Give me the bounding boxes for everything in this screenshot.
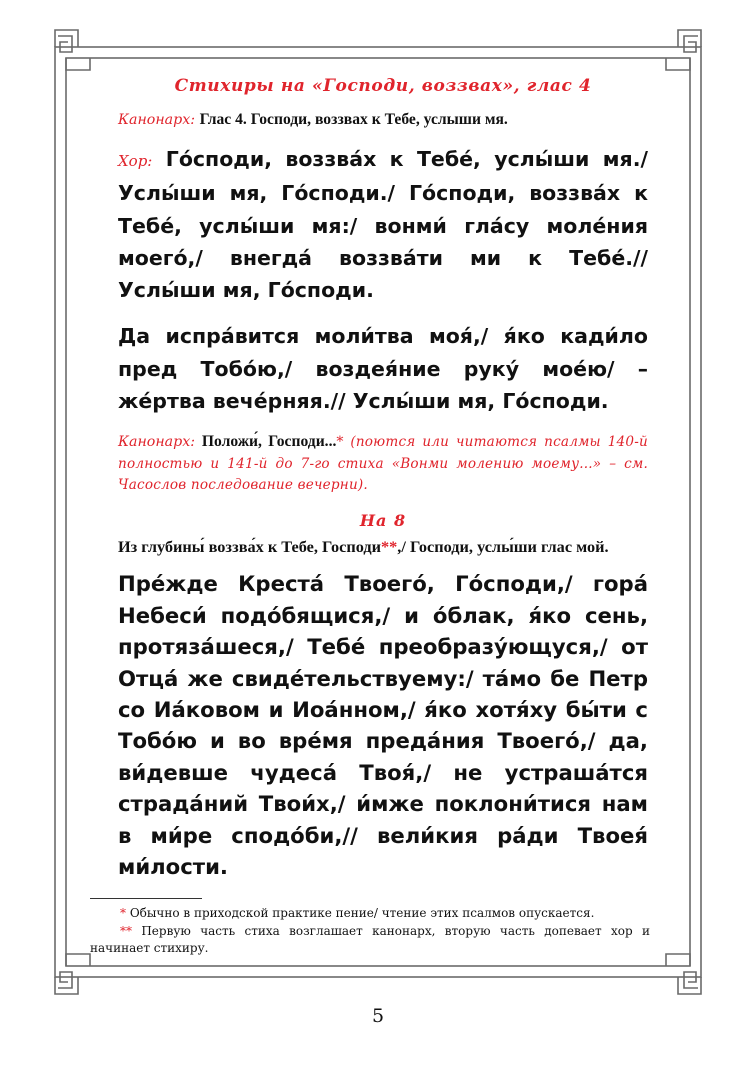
footnote-1 — [90, 905, 650, 923]
prayer-verse: Да испра́вится моли́тва моя́,/ я́ко кади́ло пред Тобо́ю,/ воздея́ние руку́ мое́ю/ – же́ртва вече́рняя.// Услы́ши мя, Го́споди. — [118, 324, 648, 414]
page-content — [118, 76, 648, 882]
rubric-label: Канонарх: — [118, 434, 195, 451]
sticheron-text: Пре́жде Креста́ Твоего́, Го́споди,/ гора́ Небеси́ подо́бящися,/ и о́блак, я́ко сень, протяза́шеся,/ Тебе́ преобразу́ющуся,/ от Отца́ же свиде́тельствуему:/ та́мо бе Петр со Иа́ковом и Иоа́нном,/ я́ко хотя́ху бы́ти с Тобо́ю и во вре́мя преда́ния Твоего́,/ да, ви́девше чудеса́ Твоя́,/ не устраша́тся страда́ний Твои́х,/ и́мже поклони́тися нам в ми́ре сподо́би,// вели́кия ра́ди Твоея́ ми́лости. — [118, 571, 648, 880]
choir-verse — [118, 143, 648, 306]
footnote-divider — [90, 898, 202, 899]
footnotes — [90, 898, 650, 958]
canonarch-intro — [118, 109, 648, 131]
footnote-2-text: Первую часть стиха возглашает канонарх, вторую часть допевает хор и начинает стихиру. — [90, 923, 650, 955]
canonarch-label: Канонарх: — [118, 112, 195, 128]
footnote-2 — [90, 923, 650, 958]
rubric-note: (поются или читаются псалмы 140-й полностью и 141-й до 7-го стиха «Вонми молению моему...» – см. Часослов последование вечерни). — [118, 434, 648, 494]
canonarch-rubric — [118, 431, 648, 497]
choir-label: Хор: — [118, 152, 153, 170]
psalm-verse-after: ,/ Господи, услы́ши глас мой. — [397, 536, 609, 556]
psalm-verse-before: Из глубины́ воззва́х к Тебе, Господи — [118, 536, 382, 556]
footnote-1-mark: * — [120, 906, 126, 920]
footnote-ref-1: * — [336, 434, 344, 451]
page-number: 5 — [371, 1005, 385, 1027]
footnote-2-mark: ** — [120, 923, 132, 938]
footnote-ref-2: ** — [381, 536, 398, 556]
footnote-1-text: Обычно в приходской практике пение/ чтение этих псалмов опускается. — [126, 906, 595, 920]
canonarch-intro-text: Глас 4. Господи, воззвах к Тебе, услыши мя. — [199, 111, 508, 128]
section-title: Стихиры на «Господи, воззвах», глас 4 — [174, 76, 592, 96]
choir-verse-text: Го́споди, воззва́х к Тебе́, услы́ши мя./ Услы́ши мя, Го́споди./ Го́споди, воззва́х к Тебе́, услы́ши мя:/ вонми́ гла́су моле́ния моего́,/ внегда́ воззва́ти ми к Тебе́.// Услы́ши мя, Го́споди. — [118, 147, 648, 303]
rubric-bold-text: Положи́, Господи... — [201, 433, 337, 451]
psalm-verse — [118, 535, 648, 559]
subheading: На 8 — [359, 510, 407, 530]
